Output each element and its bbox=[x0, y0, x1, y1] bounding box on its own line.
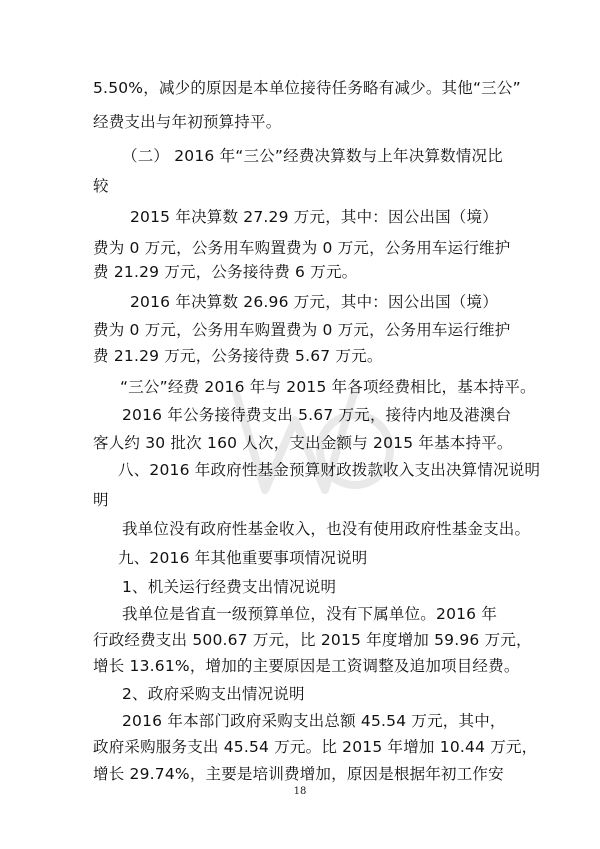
subsection-heading-2: 2、政府采购支出情况说明 bbox=[122, 685, 305, 703]
text-line-16: 我单位没有政府性基金收入，也没有使用政府性基金支出。 bbox=[122, 520, 531, 538]
text-line-1: 5.50%，减少的原因是本单位接待任务略有减少。其他“三公” bbox=[93, 79, 521, 97]
text-line-11: “三公”经费 2016 年与 2015 年各项经费相比，基本持平。 bbox=[120, 378, 536, 396]
text-line-6: 费为 0 万元，公务用车购置费为 0 万元，公务用车运行维护 bbox=[93, 239, 511, 257]
text-line-25: 增长 29.74%，主要是培训费增加，原因是根据年初工作安 bbox=[93, 765, 504, 783]
text-line-12: 2016 年公务接待费支出 5.67 万元，接待内地及港澳台 bbox=[122, 406, 512, 424]
text-line-7: 费 21.29 万元，公务接待费 6 万元。 bbox=[93, 263, 358, 281]
subsection-heading-1: 1、机关运行经费支出情况说明 bbox=[122, 578, 337, 596]
text-line-8: 2016 年决算数 26.96 万元，其中：因公出国（境） bbox=[130, 293, 498, 311]
text-line-23: 2016 年本部门政府采购支出总额 45.54 万元，其中， bbox=[122, 712, 506, 730]
section-heading-8: 八、2016 年政府性基金预算财政拨款收入支出决算情况说明 bbox=[118, 461, 541, 479]
text-line-15: 明 bbox=[93, 491, 109, 509]
section-heading-2: （二） 2016 年“三公”经费决算数与上年决算数情况比 bbox=[122, 147, 503, 165]
text-line-4: 较 bbox=[93, 177, 109, 195]
text-line-2: 经费支出与年初预算持平。 bbox=[93, 113, 282, 131]
text-line-21: 增长 13.61%，增加的主要原因是工资调整及追加项目经费。 bbox=[93, 657, 520, 675]
text-line-19: 我单位是省直一级预算单位，没有下属单位。2016 年 bbox=[122, 605, 498, 623]
page-number: 18 bbox=[293, 786, 307, 797]
text-line-13: 客人约 30 批次 160 人次，支出金额与 2015 年基本持平。 bbox=[93, 434, 513, 452]
text-line-20: 行政经费支出 500.67 万元，比 2015 年度增加 59.96 万元， bbox=[93, 631, 532, 649]
text-line-24: 政府采购服务支出 45.54 万元。比 2015 年增加 10.44 万元， bbox=[93, 738, 538, 756]
text-line-10: 费 21.29 万元，公务接待费 5.67 万元。 bbox=[93, 347, 383, 365]
text-line-9: 费为 0 万元，公务用车购置费为 0 万元，公务用车运行维护 bbox=[93, 321, 511, 339]
section-heading-9: 九、2016 年其他重要事项情况说明 bbox=[118, 549, 368, 567]
text-line-5: 2015 年决算数 27.29 万元，其中：因公出国（境） bbox=[130, 208, 498, 226]
